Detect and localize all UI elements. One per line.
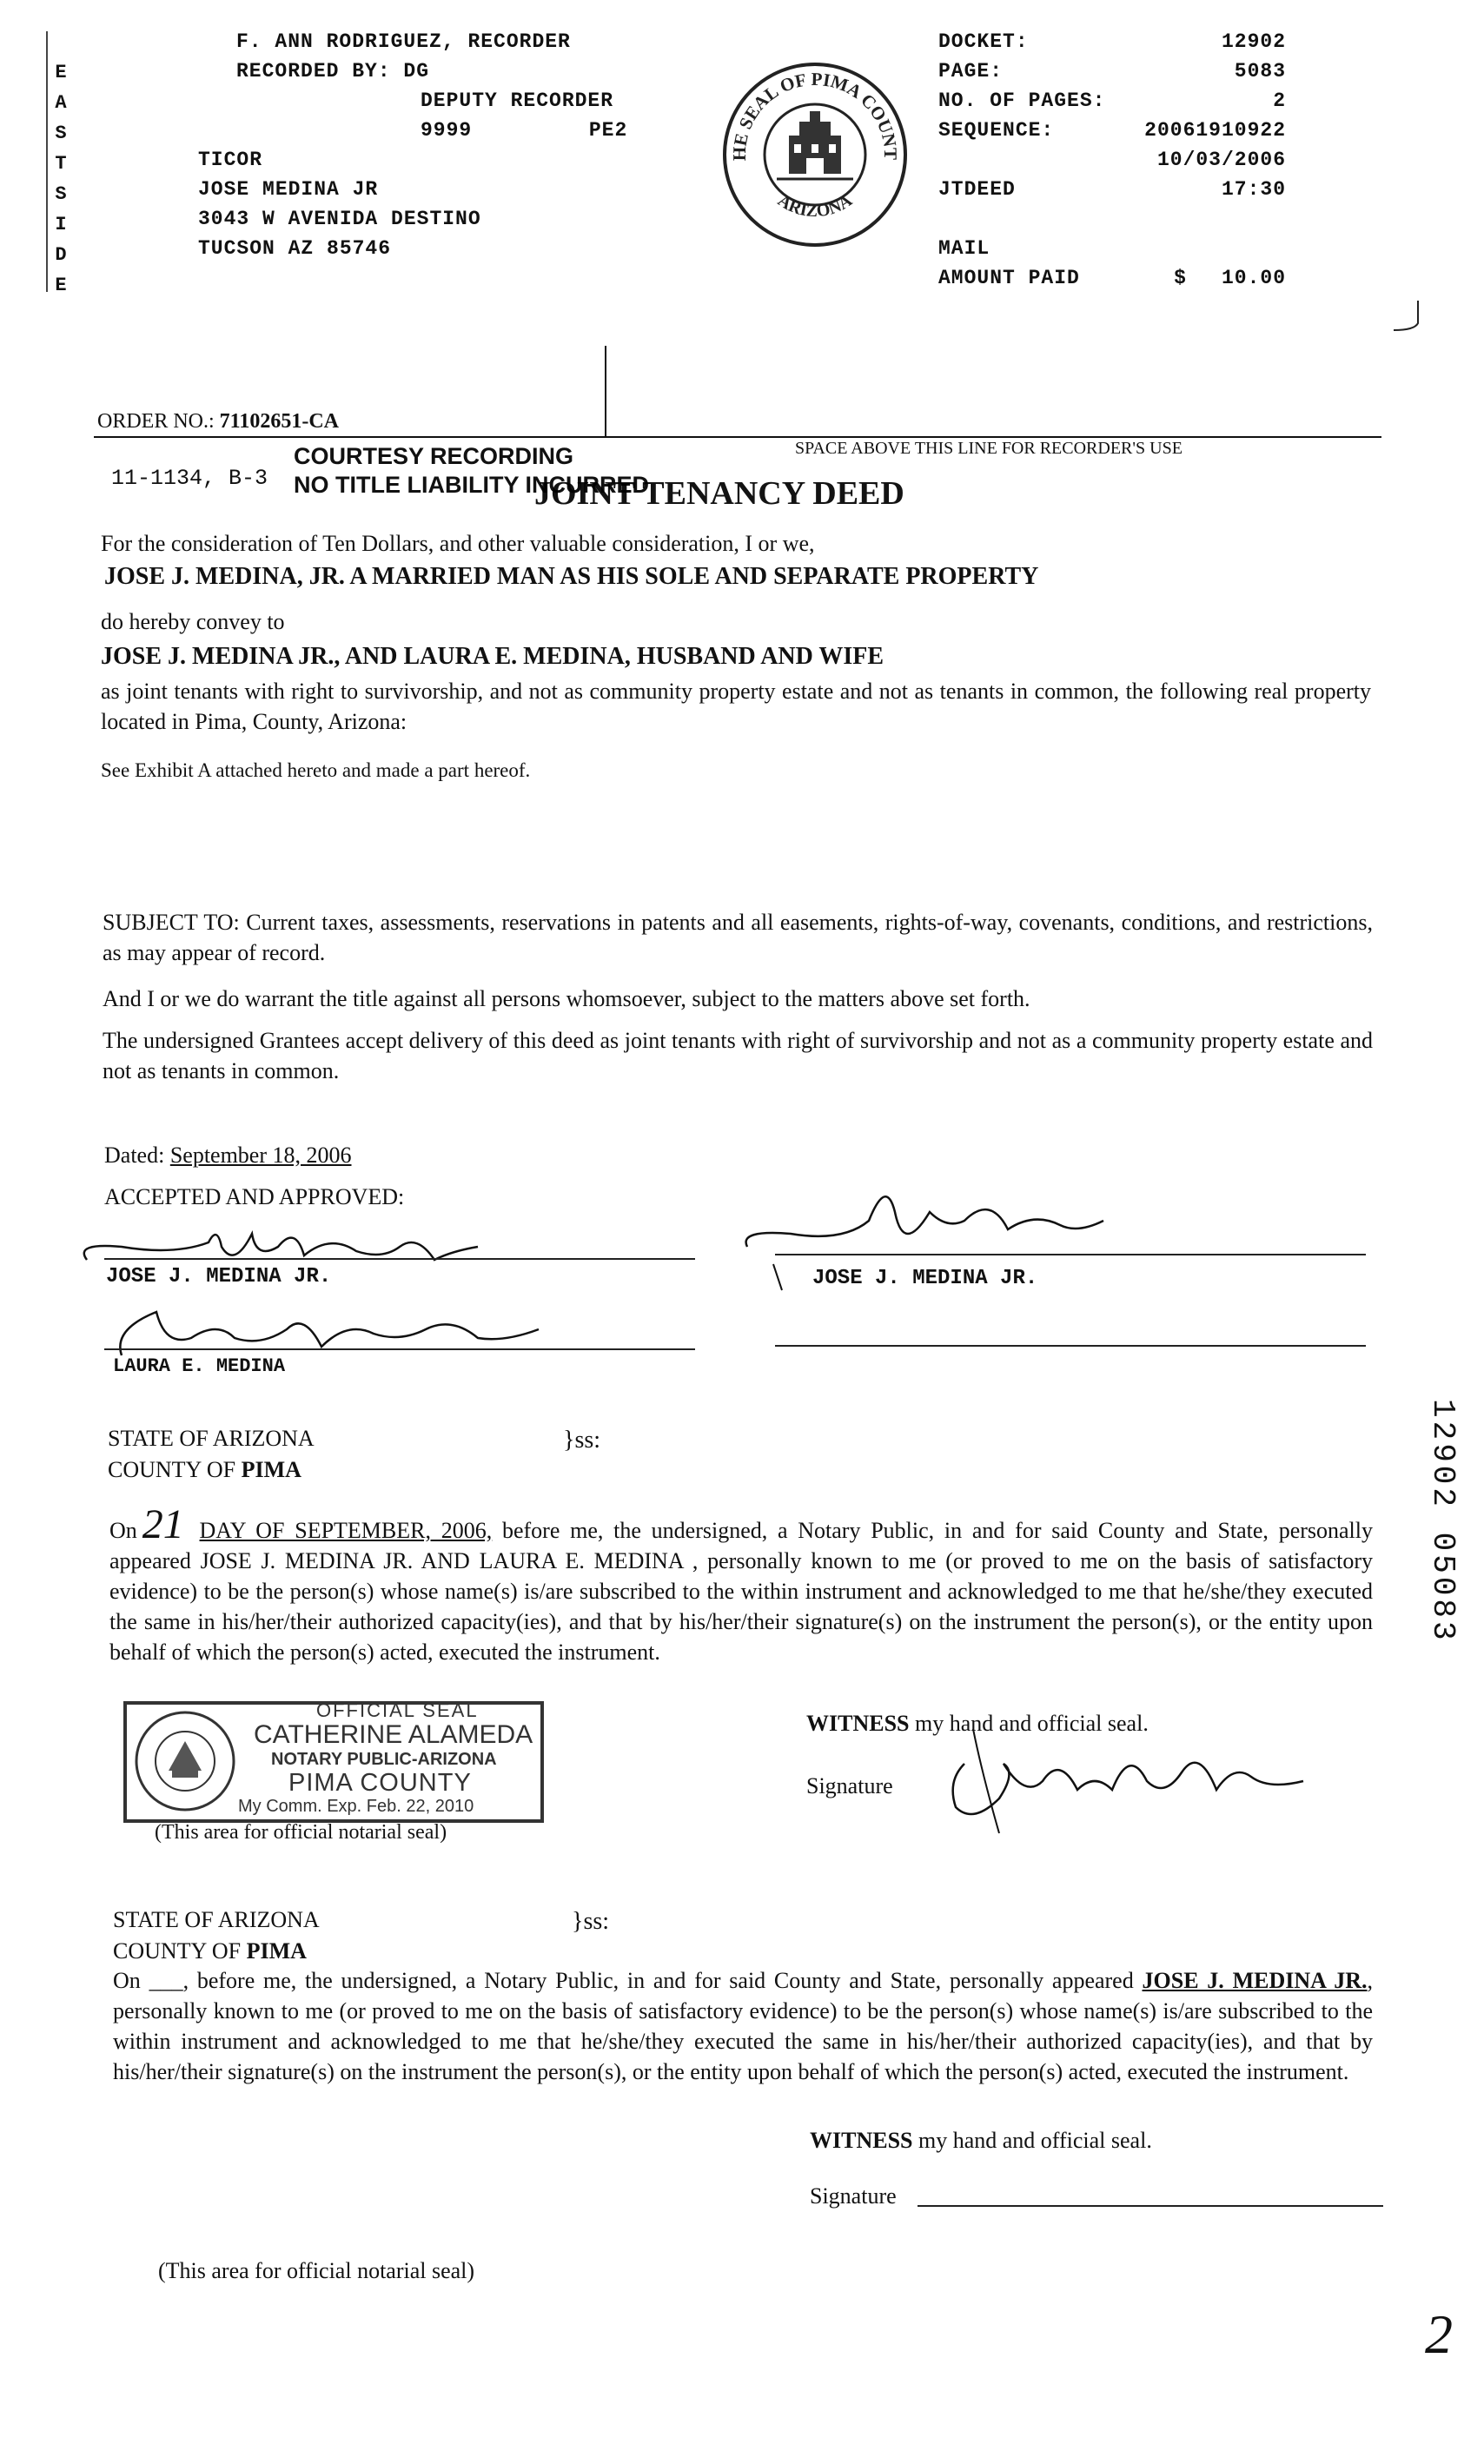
subject-to-text: SUBJECT TO: Current taxes, assessments, reservations in patents and all easements, rights-of-way, covenants, conditions, and restrictions, as may appear of record. <box>103 910 1373 965</box>
signature-line-1 <box>104 1258 695 1260</box>
deed-title: JOINT TENANCY DEED <box>534 475 904 512</box>
page-value: 5083 <box>1234 60 1286 83</box>
notary1-text-1: before me, the undersigned, a Notary Public, in and for said County and State, <box>501 1518 1269 1543</box>
pages-value: 2 <box>1273 89 1286 112</box>
notary2-state: STATE OF ARIZONA <box>113 1907 320 1932</box>
stamp-official-seal: OFFICIAL SEAL <box>316 1699 479 1721</box>
notary-official-stamp <box>123 1701 544 1823</box>
docket-value: 12902 <box>1221 30 1286 53</box>
notary1-witness-bold: WITNESS <box>806 1711 910 1736</box>
notary1-day-handwritten: 21 <box>142 1501 184 1547</box>
margin-letter: E <box>55 275 67 296</box>
eastside-margin-stamp <box>48 31 74 301</box>
notary2-seal-area: (This area for official notarial seal) <box>158 2258 475 2283</box>
notary2-acknowledgment <box>113 1965 1373 2087</box>
acceptance-text: The undersigned Grantees accept delivery of this deed as joint tenants with right of survivorship and not as a community property estate and not as tenants in common. <box>103 1028 1373 1083</box>
signature-line-4 <box>775 1345 1366 1347</box>
recorder-block <box>198 27 627 263</box>
corner-bracket-icon <box>1388 299 1423 334</box>
convey-text: do hereby convey to <box>101 609 285 634</box>
grantees-text: JOSE J. MEDINA JR., AND LAURA E. MEDINA, HUSBAND AND WIFE <box>101 643 884 670</box>
tenancy-text: as joint tenants with right to survivorship, and not as community property estate and not as tenants in common, the following real property located in Pima, County, Arizona: <box>101 679 1371 734</box>
stamp-notary-name: CATHERINE ALAMEDA <box>254 1720 533 1749</box>
recorder-name: F. ANN RODRIGUEZ, RECORDER <box>236 30 571 53</box>
notary2-signature-line <box>918 2205 1383 2207</box>
dated-label: Dated: <box>104 1143 165 1168</box>
recorder-use-line <box>94 436 1381 438</box>
signer-name-2: LAURA E. MEDINA <box>113 1355 286 1377</box>
sequence-value: 20061910922 <box>1144 119 1286 142</box>
notary2-county-name: PIMA <box>246 1938 307 1964</box>
stamp-county: PIMA COUNTY <box>288 1769 472 1797</box>
consideration-text: For the consideration of Ten Dollars, and other valuable consideration, I or we, <box>101 531 815 556</box>
notary2-witness-rest: my hand and official seal. <box>918 2128 1152 2153</box>
dated-value: September 18, 2006 <box>169 1143 352 1168</box>
notary1-ss: }ss: <box>563 1427 601 1454</box>
recording-date: 10/03/2006 <box>1156 149 1286 171</box>
accepted-approved: ACCEPTED AND APPROVED: <box>104 1184 405 1209</box>
stamp-commission: My Comm. Exp. Feb. 22, 2010 <box>238 1797 474 1816</box>
exhibit-text: See Exhibit A attached hereto and made a part hereof. <box>101 759 531 781</box>
notary2-witness-bold: WITNESS <box>810 2128 913 2153</box>
signer-name-3: JOSE J. MEDINA JR. <box>812 1267 1038 1290</box>
svg-text:THE SEAL OF PIMA COUNTY: HE SEAL OF PIMA COUNT <box>728 68 902 162</box>
recorded-by: RECORDED BY: DG <box>236 60 430 83</box>
page-number-mark: 2 <box>1425 2303 1453 2365</box>
notary2-witness <box>810 2125 1152 2156</box>
arizona-seal-icon <box>134 1710 236 1812</box>
margin-letter: S <box>55 123 67 144</box>
notary2-text-b: , before me, the undersigned, a Notary Public, in and for said County and State, personally appeared <box>182 1968 1134 1993</box>
currency-symbol: $ <box>1174 267 1187 289</box>
corner-mark <box>1388 299 1423 334</box>
margin-letter: T <box>55 153 67 175</box>
stamp-notary-public: NOTARY PUBLIC-ARIZONA <box>271 1750 497 1769</box>
notary2-ss: }ss: <box>572 1908 610 1935</box>
pima-county-seal <box>719 59 911 250</box>
notary2-county-prefix: COUNTY OF <box>113 1938 242 1964</box>
order-divider-vertical <box>605 346 606 436</box>
reference-code: 11-1134, B-3 <box>111 466 268 491</box>
courtesy-recording: COURTESY RECORDING <box>294 443 574 469</box>
document-type: JTDEED <box>938 178 1016 201</box>
dated-line <box>104 1140 395 1170</box>
amount-value: 10.00 <box>1221 267 1286 289</box>
deputy-recorder: DEPUTY RECORDER <box>421 89 614 112</box>
recorder-code-2: PE2 <box>588 119 628 142</box>
sequence-label: SEQUENCE: <box>938 119 1055 142</box>
notary1-county <box>108 1454 301 1485</box>
notary2-name: JOSE J. MEDINA JR. <box>1142 1968 1368 1993</box>
notary1-county-name: PIMA <box>241 1457 301 1482</box>
pages-label: NO. OF PAGES: <box>938 89 1106 112</box>
order-number <box>97 410 339 434</box>
addressee-name: JOSE MEDINA JR <box>198 178 379 201</box>
notary2-signature-label: Signature <box>810 2183 897 2209</box>
recorder-space-note: SPACE ABOVE THIS LINE FOR RECORDER'S USE <box>795 439 1183 458</box>
addressee-street: 3043 W AVENIDA DESTINO <box>198 208 481 230</box>
notary1-witness-rest: my hand and official seal. <box>915 1711 1149 1736</box>
notary1-state: STATE OF ARIZONA <box>108 1426 315 1451</box>
margin-letter: E <box>55 62 67 83</box>
page-label: PAGE: <box>938 60 1004 83</box>
warrant-text: And I or we do warrant the title against all persons whomsoever, subject to the matters above set forth. <box>103 986 1030 1011</box>
order-value: 71102651-CA <box>219 410 340 433</box>
notary1-seal-area: (This area for official notarial seal) <box>155 1821 447 1844</box>
side-docket-stamp: 12902 05083 <box>1425 1399 1461 1644</box>
margin-letter: S <box>55 183 67 205</box>
notary1-text-2: personally appeared JOSE J. MEDINA JR. AND LAURA E. MEDINA , personally known to me (or proved to me on the basis of satisfactory evidence) to be the person(s) whose name(s) is/are subscribed to the within instrument and acknowledged to me that he/she/they executed the same in his/her/their authorized capacity(ies), and that by his/her/their signature(s) on the instrument the person(s), or the entity upon behalf of which the person(s) acted, executed the instrument. <box>109 1518 1373 1665</box>
notary-signature <box>921 1694 1321 1868</box>
notary2-county <box>113 1936 307 1966</box>
addressee-city: TUCSON AZ 85746 <box>198 237 392 260</box>
grantor-text: JOSE J. MEDINA, JR. A MARRIED MAN AS HIS SOLE AND SEPARATE PROPERTY <box>104 563 1039 590</box>
recording-info <box>938 27 1286 293</box>
order-label: ORDER NO.: <box>97 410 215 433</box>
notary1-county-prefix: COUNTY OF <box>108 1457 236 1482</box>
county-seal-icon <box>719 59 911 250</box>
svg-text:ARIZONA: ARIZONA <box>774 190 856 222</box>
signature-line-3 <box>775 1254 1366 1255</box>
mail-label: MAIL <box>938 237 990 260</box>
notary2-text-c: , personally known to me (or proved to me on the basis of satisfactory evidence) to be the person(s) whose name(s) is/are subscribed to the within instrument and acknowledged to me that he/she/they executed the same in his/her/their authorized capacity(ies), and that by his/her/their signature(s) on the instrument the person(s), or the entity upon behalf of which the person(s) acted, executed the instrument. <box>113 1968 1374 2084</box>
notary1-acknowledgment <box>109 1501 1373 1667</box>
amount-label: AMOUNT PAID <box>938 267 1080 289</box>
recorder-code-1: 9999 <box>421 119 473 142</box>
company-name: TICOR <box>198 149 263 171</box>
margin-letter: A <box>55 92 67 114</box>
margin-letter: D <box>55 244 67 266</box>
notary1-on: On <box>109 1518 137 1543</box>
notary1-signature-label: Signature <box>806 1773 893 1798</box>
notary2-blank: ___ <box>149 1968 183 1993</box>
docket-label: DOCKET: <box>938 30 1029 53</box>
no-title-liability: NO TITLE LIABILITY INCURRED <box>294 472 649 498</box>
signer-name-1: JOSE J. MEDINA JR. <box>106 1265 332 1288</box>
margin-letter: I <box>55 214 67 235</box>
notary2-on: On <box>113 1968 141 1993</box>
notary1-date: DAY OF SEPTEMBER, 2006, <box>199 1518 493 1543</box>
signature-line-2 <box>104 1348 695 1350</box>
recording-time: 17:30 <box>1221 178 1286 201</box>
